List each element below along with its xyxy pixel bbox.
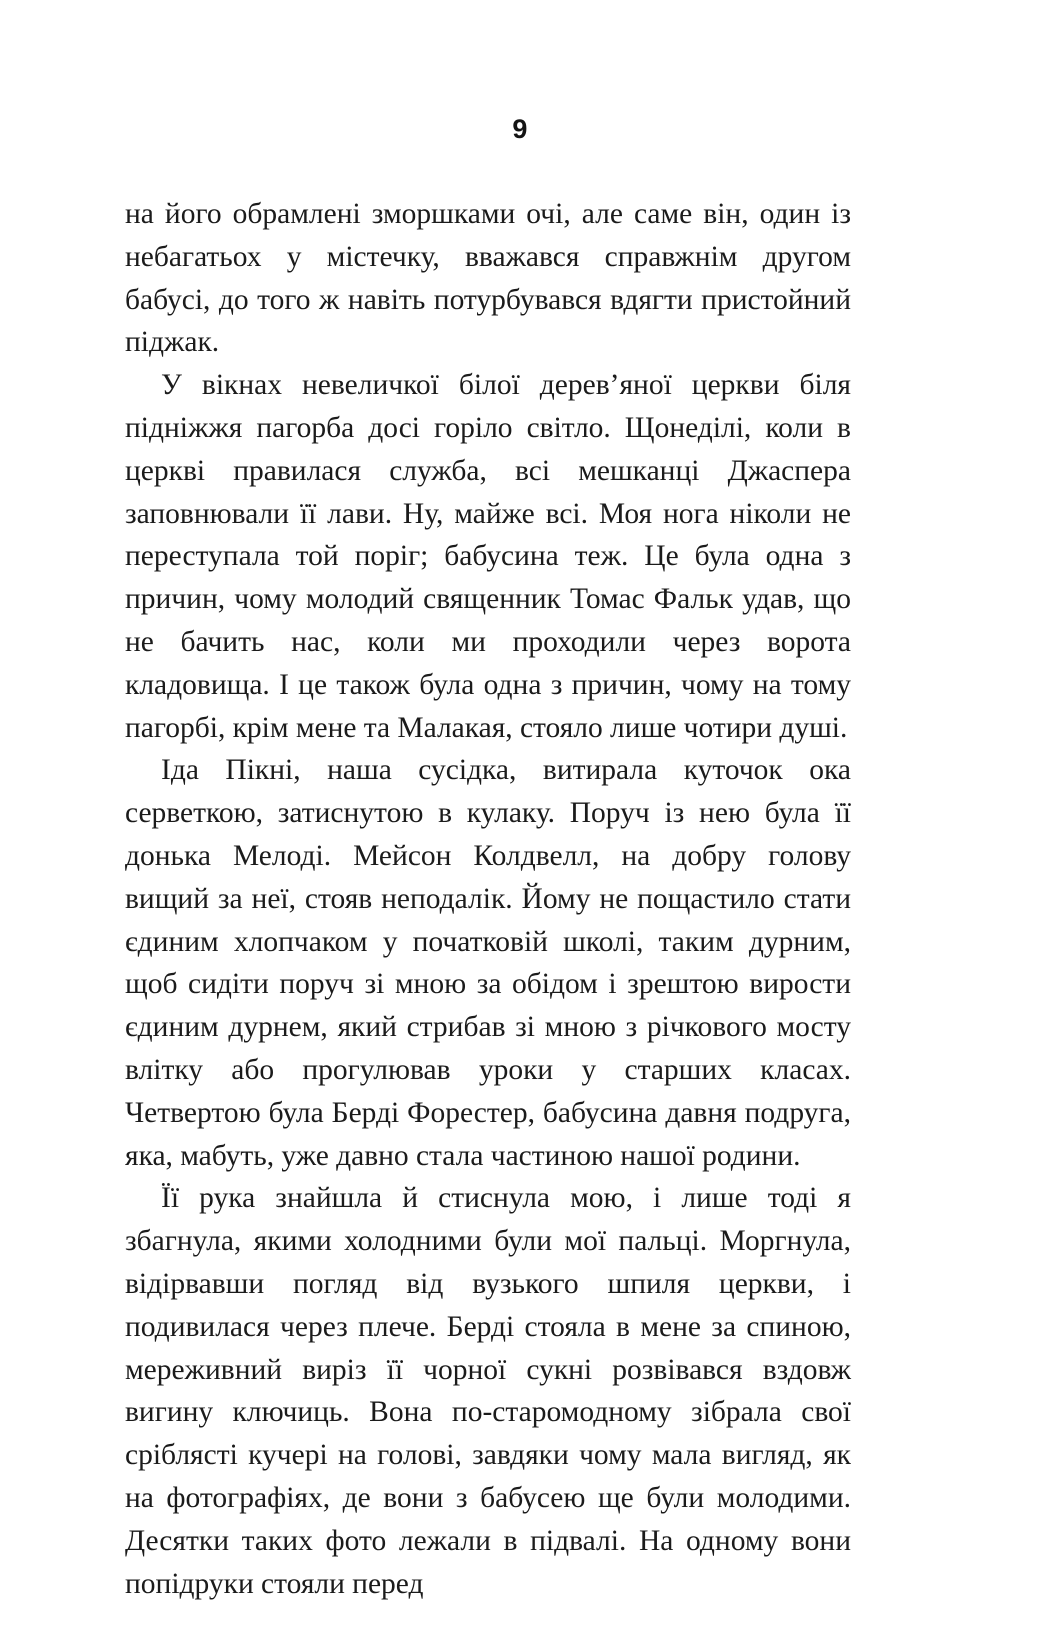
page-number: 9 xyxy=(512,114,528,144)
paragraph-3: Іда Пікні, наша сусідка, витирала куточок ока серветкою, затиснутою в кулаку. Поруч із нею була її донька Мелоді. Мейсон Колдвелл, на добру голову вищий за неї, стояв неподалік. Йому не пощастило стати єдиним хлопчаком у початковій школі, таким дурним, щоб сидіти поруч зі мною за обідом і зрештою вирости єдиним дурнем, який стрибав зі мною з річкового мосту влітку або прогулював уроки у старших класах. Четвертою була Берді Форестер, бабусина давня подруга, яка, мабуть, уже давно стала частиною нашої родини. xyxy=(125,754,851,1172)
paragraph-4: Її рука знайшла й стиснула мою, і лише тоді я збагнула, якими холодними були мої пальці. Моргнула, відірвавши погляд від вузького шпиля церкви, і подивилася через плече. Берді стояла в мене за спиною, мереживний виріз її чорної сукні розвівався вздовж вигину ключиць. Вона по-старомодному зібрала свої сріблясті кучері на голові, завдяки чому мала вигляд, як на фотографіях, де вони з бабусею ще були молодими. Десятки таких фото лежали в підвалі. На одному вони попідруки стояли перед xyxy=(125,1182,851,1600)
body-text-block xyxy=(125,193,851,1605)
paragraph-2: У вікнах невеличкої білої дерев’яної церкви біля підніжжя пагорба досі горіло світло. Щонеділі, коли в церкві правилася служба, всі мешканці Джаспера заповнювали її лави. Ну, майже всі. Моя нога ніколи не переступала той поріг; бабусина теж. Це була одна з причин, чому молодий священник Томас Фальк удав, що не бачить нас, коли ми проходили через ворота кладовища. І це також була одна з причин, чому на тому пагорбі, крім мене та Малакая, стояло лише чотири душі. xyxy=(125,369,851,744)
paragraph-1: на його обрамлені зморшками очі, але саме він, один із небагатьох у містечку, вважався справжнім другом бабусі, до того ж навіть потурбувався вдягти пристойний піджак. xyxy=(125,198,851,359)
